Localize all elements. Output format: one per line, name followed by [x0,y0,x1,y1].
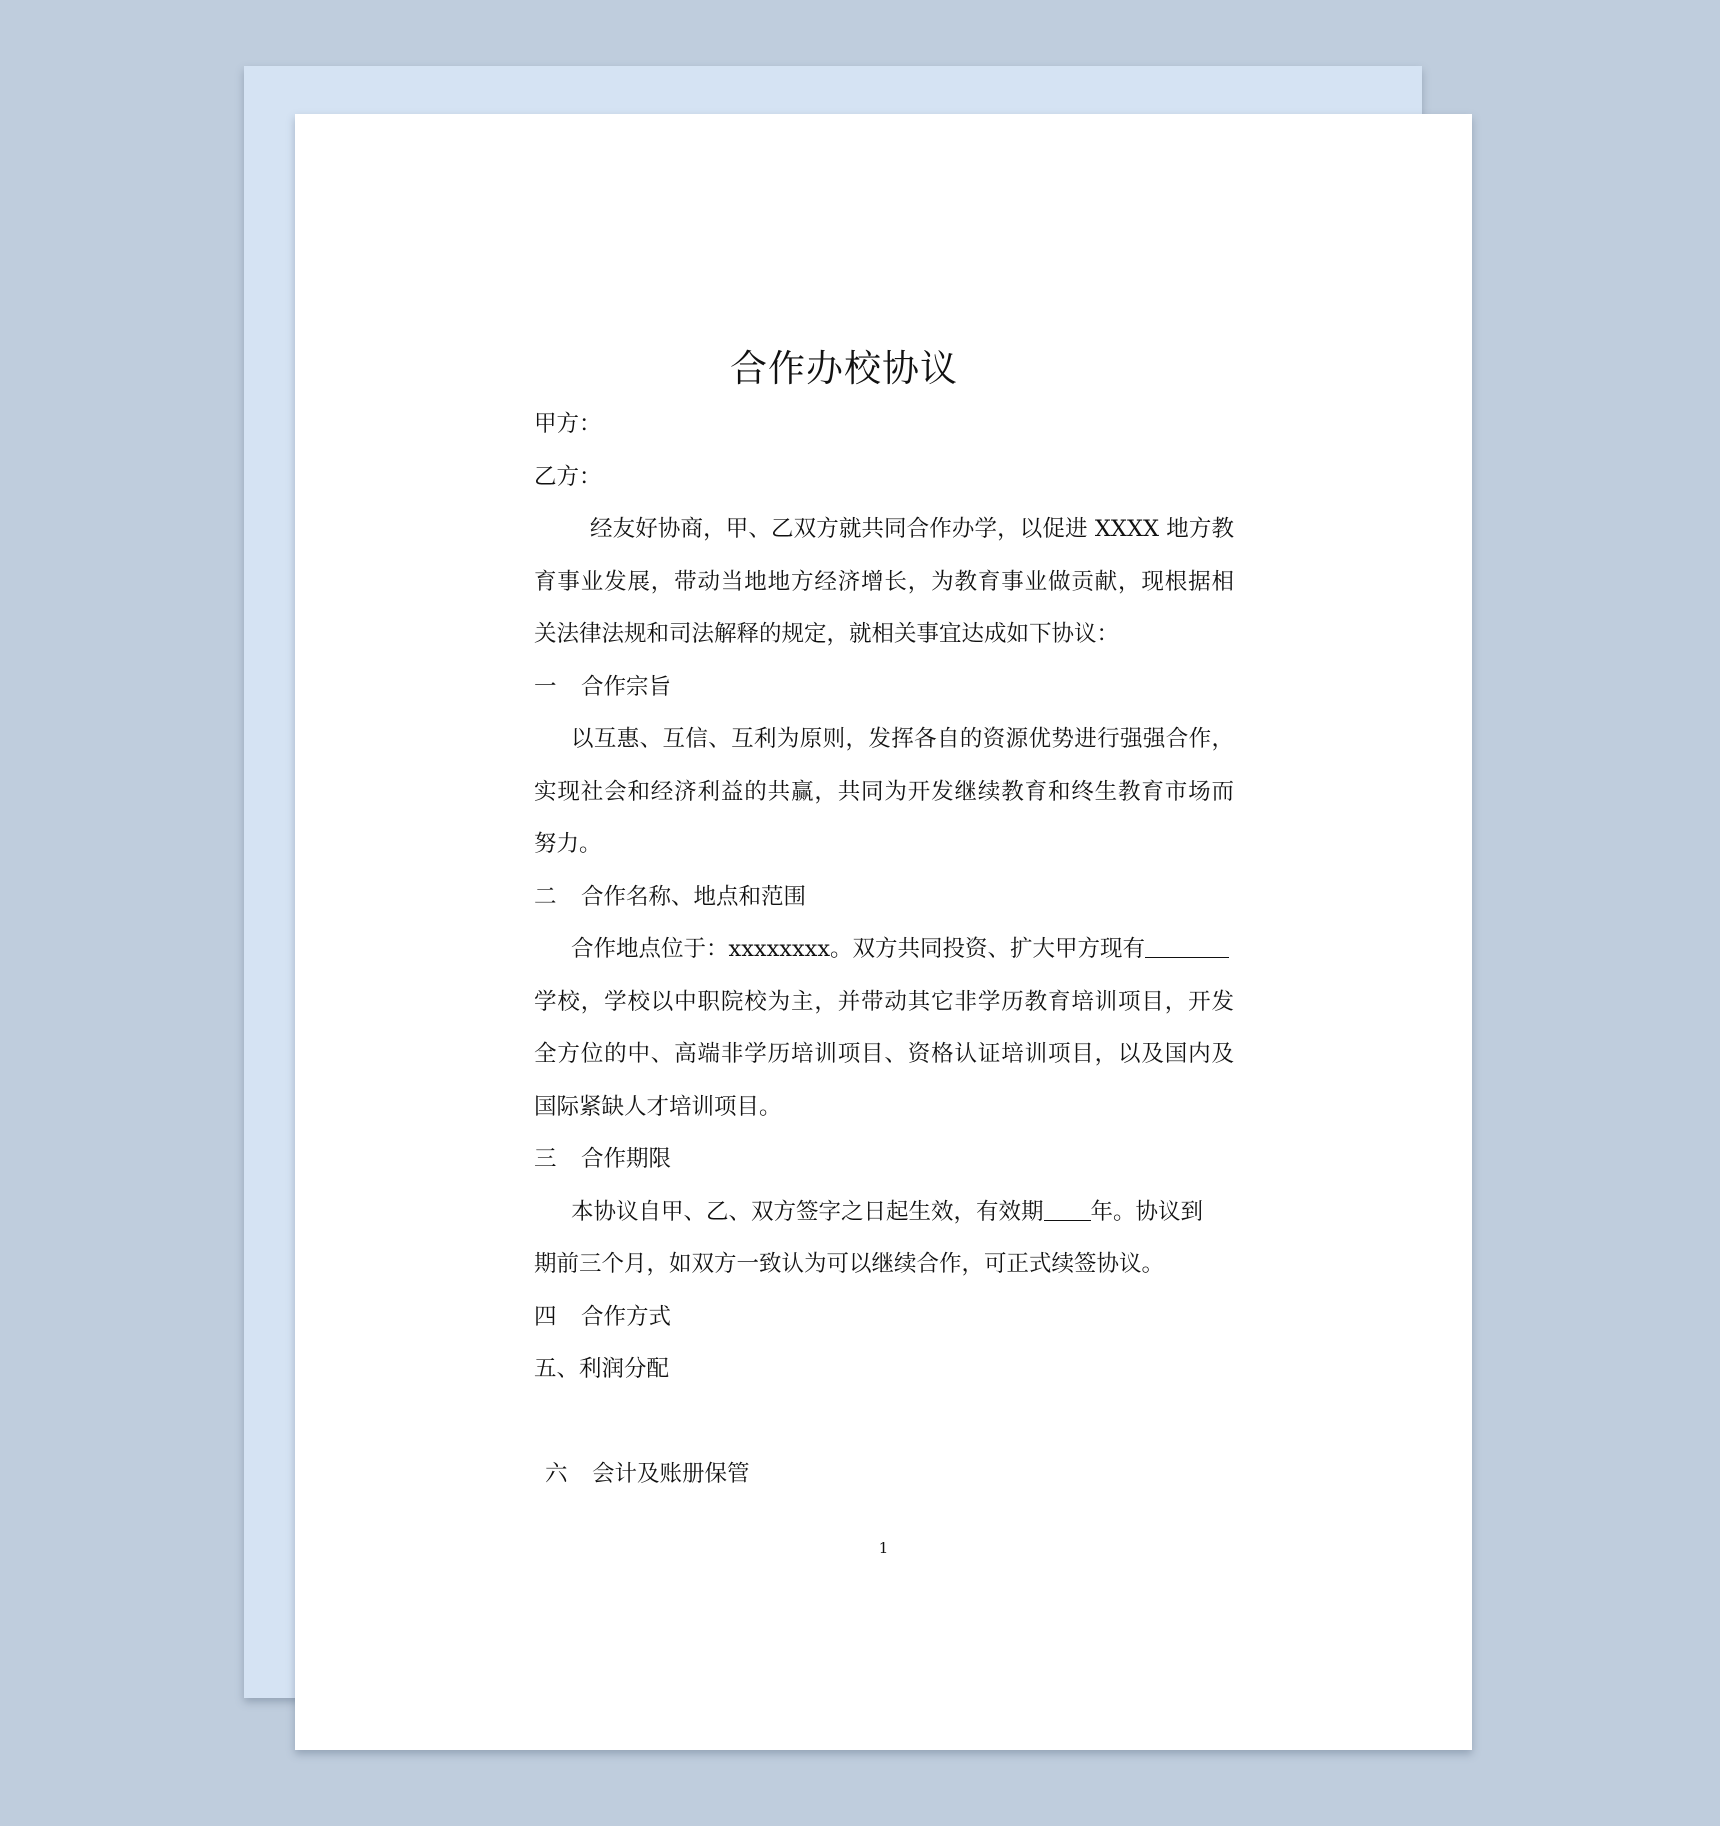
section-3-body-line: 期前三个月，如双方一致认为可以继续合作，可正式续签协议。 [534,1251,1165,1277]
section-1-body-line: 努力。 [534,831,602,857]
document-page [295,114,1472,1750]
section-heading-text: 会计及账册保管 [592,1461,750,1487]
section-1-body-line: 以互惠、互信、互利为原则，发挥各自的资源优势进行强强合作， [571,726,1234,752]
section-4-heading [534,1297,671,1337]
document-title: 合作办校协议 [730,347,958,390]
section-1-heading [534,667,671,707]
section-heading-text: 合作名称、地点和范围 [581,884,807,910]
fill-in-blank [1044,1196,1091,1221]
section-3-body-text: 本协议自甲、乙、双方签字之日起生效，有效期 [571,1199,1044,1225]
section-number: 四 [534,1304,557,1330]
section-number: 二 [534,884,557,910]
section-2-body-line: 学校，学校以中职院校为主，并带动其它非学历教育培训项目，开发 [534,989,1234,1015]
intro-line: 经友好协商，甲、乙双方就共同合作办学，以促进 XXXX 地方教 [590,516,1234,542]
intro-line: 关法律法规和司法解释的规定，就相关事宜达成如下协议： [534,621,1120,647]
fill-in-blank [1145,933,1229,958]
section-1-body-line: 实现社会和经济利益的共赢，共同为开发继续教育和终生教育市场而 [534,779,1234,805]
section-5-heading: 五、利润分配 [534,1356,670,1382]
section-number: 一 [534,674,557,700]
section-2-body-text: 合作地点位于：xxxxxxxx。双方共同投资、扩大甲方现有 [571,936,1146,962]
page-number: 1 [878,1539,889,1557]
section-6-heading [545,1454,750,1494]
section-3-body-text: 年。协议到 [1090,1199,1204,1225]
intro-line: 育事业发展，带动当地地方经济增长，为教育事业做贡献，现根据相 [534,569,1234,595]
section-2-heading [534,877,806,917]
section-number: 三 [534,1146,557,1172]
section-number: 六 [545,1461,568,1487]
section-heading-text: 合作宗旨 [581,674,672,700]
section-2-body-line: 国际紧缺人才培训项目。 [534,1094,782,1120]
section-3-heading [534,1139,671,1179]
section-2-body-line: 全方位的中、高端非学历培训项目、资格认证培训项目，以及国内及 [534,1041,1234,1067]
section-heading-text: 合作期限 [581,1146,672,1172]
section-2-body-line [571,929,1229,969]
section-3-body-line [571,1192,1203,1232]
party-a-line: 甲方： [534,411,602,437]
party-b-line: 乙方： [534,464,602,490]
section-heading-text: 合作方式 [581,1304,672,1330]
